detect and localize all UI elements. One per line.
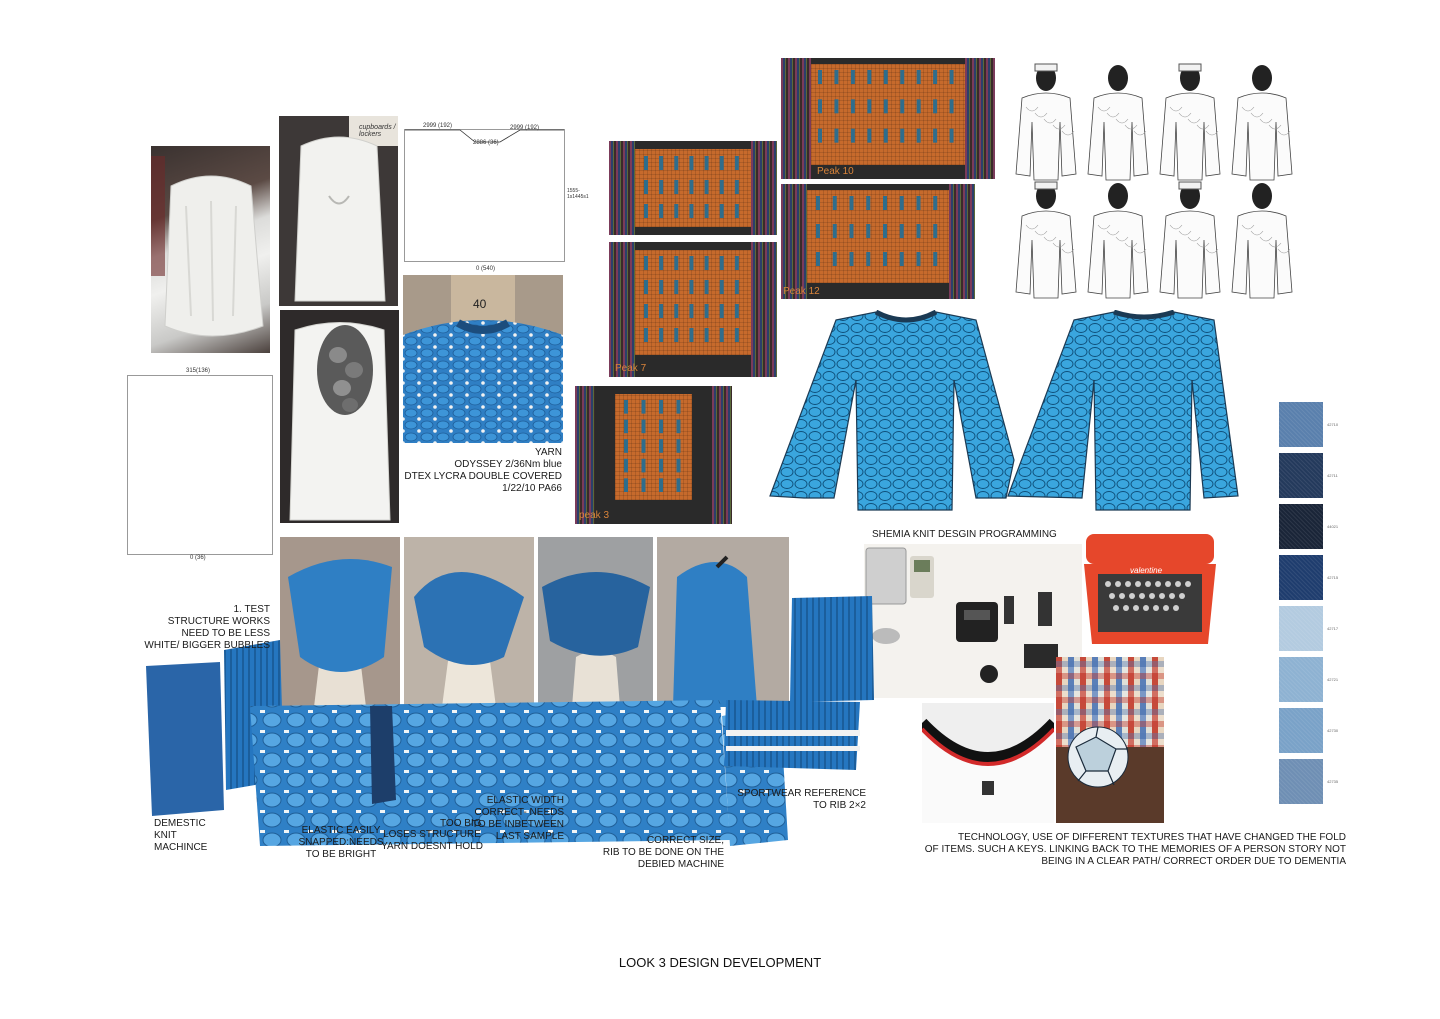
sports-shirt-collar-photo [922, 703, 1054, 823]
peak-label-12: Peak 12 [783, 286, 820, 297]
domestic-machine-sample [146, 662, 224, 816]
annotation-elastic-width: ELASTIC WIDTH CORRECT- NEEDS TO BE INBETWEEN LAST SAMPLE [471, 795, 564, 842]
dim-bottom: 0 (540) [476, 266, 496, 272]
peak-label-3: peak 3 [579, 510, 610, 521]
photo-2-sign: cupboards / lockers [359, 124, 396, 138]
annotation-test-structure: 1. TEST STRUCTURE WORKS NEED TO BE LESS WHITE/ BIGGER BUBBLES [144, 604, 270, 651]
programming-window-3 [575, 386, 732, 524]
white-garment-photo-1 [151, 146, 270, 353]
programming-window-1 [609, 141, 777, 235]
pattern-2-dim-bottom: 0 (36) [190, 555, 206, 561]
annotation-sportwear: SPORTWEAR REFERENCE TO RIB 2×2 [737, 788, 866, 811]
denim-swatch-code: 42717 [1327, 626, 1339, 631]
annotation-elastic-easily: ELASTIC EASILY SNAPPED:NEEDS TO BE BRIGHT [298, 825, 384, 860]
denim-swatch-code: 42735 [1327, 779, 1339, 784]
annotation-loses-structure: LOSES STRUCTURE YARN DOESNT HOLD [381, 829, 483, 852]
figure-sketch [1016, 64, 1076, 180]
figure-sketch [1016, 182, 1076, 298]
dim-mid: 2886 (36) [473, 140, 499, 146]
annotation-too-big: TOO BIG [440, 818, 482, 829]
yarn-note: YARN ODYSSEY 2/36Nm blue DTEX LYCRA DOUBLE COVERED 1/22/10 PA66 [404, 447, 562, 494]
mannequin-sign: 40 [473, 297, 487, 311]
denim-swatch-code: 42730 [1327, 728, 1339, 733]
tech-objects-photo [864, 544, 1082, 698]
denim-swatch-code: 42721 [1327, 677, 1339, 682]
programming-window-5 [781, 184, 975, 299]
technology-note: TECHNOLOGY, USE OF DIFFERENT TEXTURES THAT HAVE CHANGED THE FOLD OF ITEMS. SUCH A KEYS. LINKING BACK TO THE MEMORIES OF A PERSON STORY NOT BEING IN A CLEAR PATH/ CORRECT ORDER DUE TO DEMENTIA [924, 832, 1346, 867]
shemia-title: SHEMIA KNIT DESGIN PROGRAMMING [872, 529, 1057, 540]
annotation-correct-size: CORRECT SIZE, RIB TO BE DONE ON THE DEBIED MACHINE [602, 835, 724, 870]
denim-swatch [1279, 402, 1323, 447]
plaid-ball-photo [1056, 657, 1164, 823]
blue-knit-mannequin-photo [403, 275, 563, 443]
figure-sketch [1160, 64, 1220, 180]
denim-swatch [1279, 555, 1323, 600]
pattern-sheet-2 [127, 375, 273, 555]
sweater-front [770, 312, 1014, 510]
figure-sketch [1232, 183, 1292, 298]
denim-swatch [1279, 657, 1323, 702]
white-shirt-drawing [151, 146, 270, 353]
denim-swatch [1279, 708, 1323, 753]
peak-label-7: Peak 7 [615, 363, 647, 374]
dim-top-right: 2999 (192) [510, 125, 540, 131]
pattern-sheet-1 [404, 123, 589, 262]
sweater-back [1008, 312, 1238, 510]
programming-window-4 [781, 58, 995, 179]
red-typewriter-photo [1082, 524, 1218, 652]
page-title: LOOK 3 DESIGN DEVELOPMENT [618, 955, 822, 970]
peak-label-10: Peak 10 [817, 166, 854, 177]
annotation-domestic-machine: DEMESTIC KNIT MACHINCE [154, 818, 208, 853]
sweater-flats [766, 310, 1242, 512]
denim-swatch [1279, 606, 1323, 651]
pattern-2-dim-top: 315(136) [186, 368, 211, 374]
rib-reference-sample [790, 596, 874, 702]
dim-side: 1555-1s1445s1 [567, 188, 589, 200]
denim-swatch-code: 42715 [1327, 575, 1339, 580]
figure-sketch [1160, 182, 1220, 298]
denim-swatch-code: 44021 [1327, 524, 1339, 529]
typewriter-brand: valentine [1130, 566, 1163, 575]
denim-swatch [1279, 453, 1323, 498]
denim-swatch-code: 42710 [1327, 422, 1339, 427]
figure-sketch [1088, 65, 1148, 180]
denim-swatch-code: 42711 [1327, 473, 1338, 478]
figure-sketches [1010, 62, 1310, 302]
white-garment-photo-2 [279, 116, 398, 306]
figure-sketch [1088, 183, 1148, 298]
dim-top-left: 2999 (192) [423, 123, 453, 129]
denim-swatch [1279, 759, 1323, 804]
figure-sketch [1232, 65, 1292, 180]
programming-window-2 [609, 242, 777, 377]
denim-swatch [1279, 504, 1323, 549]
